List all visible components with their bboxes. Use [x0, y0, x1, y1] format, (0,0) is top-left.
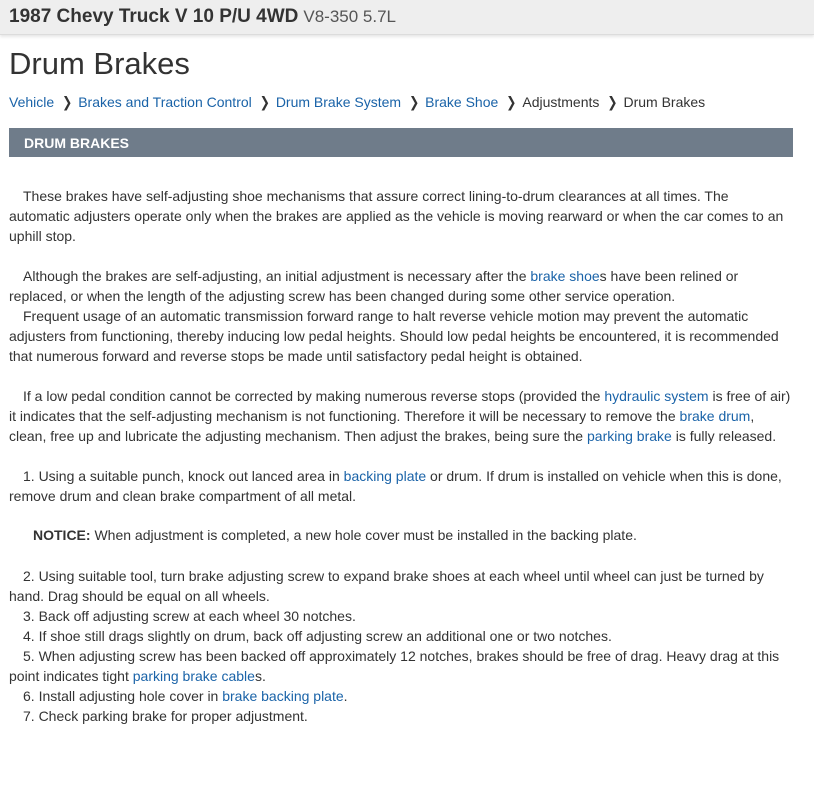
step-text: 5. When adjusting screw has been backed off approximately 12 notches, brakes should be free of drag. Heavy drag at this point indicates tight: [9, 648, 780, 684]
step-text: 1. Using a suitable punch, knock out lanced area in: [23, 468, 344, 484]
paragraph-text: Although the brakes are self-adjusting, an initial adjustment is necessary after the: [23, 268, 531, 284]
step-text: 4. If shoe still drags slightly on drum, back off adjusting screw an additional one or two notches.: [23, 628, 612, 644]
paragraph-text: These brakes have self-adjusting shoe mechanisms that assure correct lining-to-drum clearances at all times. The automatic adjusters operate only when the brakes are applied as the vehicle is moving rearward or when the car comes to an uphill stop.: [9, 188, 784, 244]
section-header: DRUM BRAKES: [9, 128, 793, 157]
step-5: [9, 646, 793, 686]
breadcrumb-vehicle[interactable]: Vehicle: [9, 94, 55, 110]
notice-label: NOTICE:: [33, 527, 91, 543]
step-4: [9, 626, 793, 646]
breadcrumb-brake-shoe[interactable]: Brake Shoe: [425, 94, 499, 110]
step-text: 6. Install adjusting hole cover in: [23, 688, 223, 704]
link-brake-shoe[interactable]: brake shoe: [530, 268, 600, 284]
link-brake-drum[interactable]: brake drum: [679, 408, 751, 424]
breadcrumb: [0, 92, 814, 112]
paragraph-intro: [9, 186, 793, 246]
step-7: [9, 706, 793, 726]
paragraph-text: If a low pedal condition cannot be corrected by making numerous reverse stops (provided the: [23, 388, 605, 404]
vehicle-name: 1987 Chevy Truck V 10 P/U 4WD: [9, 6, 299, 27]
breadcrumb-adjustments: Adjustments: [522, 94, 600, 110]
paragraph-low-pedal: [9, 386, 793, 446]
notice-text: When adjustment is completed, a new hole cover must be installed in the backing plate.: [90, 527, 637, 543]
step-text: 3. Back off adjusting screw at each wheel 30 notches.: [23, 608, 356, 624]
link-backing-plate[interactable]: backing plate: [343, 468, 427, 484]
paragraph-initial-adjustment: [9, 266, 793, 306]
vehicle-bar: [0, 0, 814, 35]
notice: [9, 525, 793, 545]
link-parking-brake[interactable]: parking brake: [587, 428, 672, 444]
paragraph-text: Frequent usage of an automatic transmission forward range to halt reverse vehicle motion may prevent the automatic adjusters from functioning, thereby inducing low pedal heights. Should low pedal heights be encountered, it is recommended that numerous forward and reverse stops be made until satisfactory pedal height is obtained.: [9, 308, 779, 364]
step-text: or drum. If drum is installed on vehicle when this is done, remove drum and clean brake compartment of all metal.: [9, 468, 782, 504]
paragraph-text: is free of air) it indicates that the self-adjusting mechanism is not functioning. Therefore it will be necessary to remove the: [9, 388, 791, 424]
chevron-right-icon: ❯: [506, 93, 517, 111]
step-1: [9, 466, 793, 506]
breadcrumb-current: Drum Brakes: [623, 94, 706, 110]
article-content: [0, 157, 814, 726]
step-text: 2. Using suitable tool, turn brake adjusting screw to expand brake shoes at each wheel until wheel can just be turned by hand. Drag should be equal on all wheels.: [9, 568, 764, 604]
step-text: 7. Check parking brake for proper adjustment.: [23, 708, 308, 724]
vehicle-engine: V8-350 5.7L: [303, 7, 397, 26]
chevron-right-icon: ❯: [607, 93, 618, 111]
step-2: [9, 566, 793, 606]
step-text: s.: [254, 668, 266, 684]
step-6: [9, 686, 793, 706]
paragraph-transmission-usage: [9, 306, 793, 366]
paragraph-text: s have been relined or replaced, or when the length of the adjusting screw has been changed during some other service operation.: [9, 268, 739, 304]
link-parking-brake-cable[interactable]: parking brake cable: [132, 668, 255, 684]
breadcrumb-brakes-traction[interactable]: Brakes and Traction Control: [78, 94, 252, 110]
page-title: Drum Brakes: [9, 46, 190, 81]
step-3: [9, 606, 793, 626]
link-brake-backing-plate[interactable]: brake backing plate: [222, 688, 344, 704]
chevron-right-icon: ❯: [409, 93, 420, 111]
link-hydraulic-system[interactable]: hydraulic system: [604, 388, 709, 404]
paragraph-text: , clean, free up and lubricate the adjusting mechanism. Then adjust the brakes, being sure the: [9, 408, 755, 444]
chevron-right-icon: ❯: [62, 93, 73, 111]
paragraph-text: is fully released.: [671, 428, 777, 444]
chevron-right-icon: ❯: [259, 93, 270, 111]
breadcrumb-drum-brake-system[interactable]: Drum Brake System: [275, 94, 402, 110]
step-text: .: [343, 688, 348, 704]
